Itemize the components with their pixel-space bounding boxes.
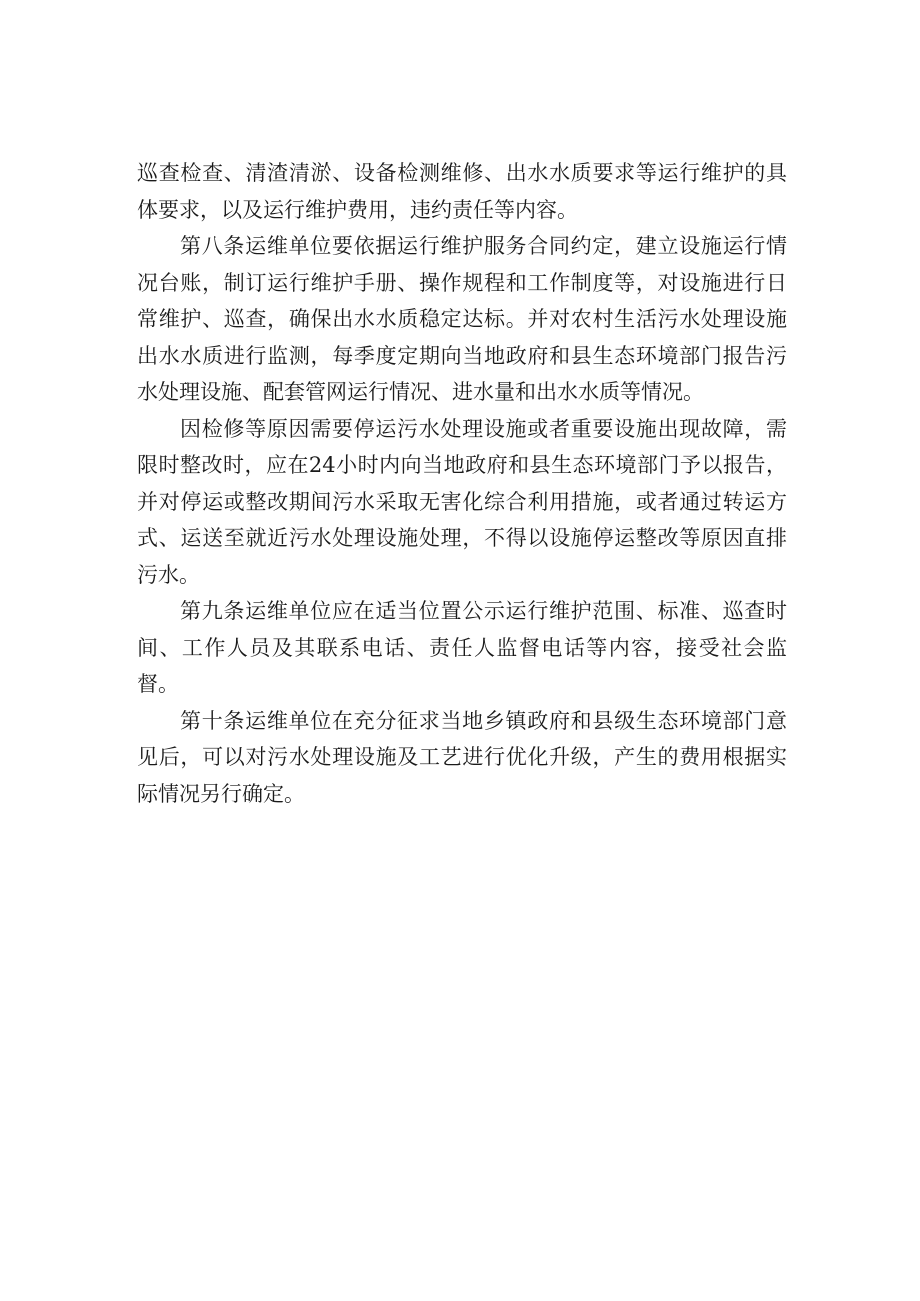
paragraph-maintenance-shutdown: 因检修等原因需要停运污水处理设施或者重要设施出现故障，需限时整改时，应在24小时内向当地政府和县生态环境部门予以报告，并对停运或整改期间污水采取无害化综合利用措施，或者通过转运方式、运送至就近污水处理设施处理，不得以设施停运整改等原因直排污水。 (137, 416, 787, 587)
paragraph-article-8: 第八条运维单位要依据运行维护服务合同约定，建立设施运行情况台账，制订运行维护手册、操作规程和工作制度等，对设施进行日常维护、巡查，确保出水水质稳定达标。并对农村生活污水处理设施出水水质进行监测，每季度定期向当地政府和县生态环境部门报告污水处理设施、配套管网运行情况、进水量和出水水质等情况。 (137, 234, 787, 404)
paragraph-article-9: 第九条运维单位应在适当位置公示运行维护范围、标准、巡查时间、工作人员及其联系电话、责任人监督电话等内容，接受社会监督。 (137, 599, 787, 696)
document-body (137, 155, 787, 812)
paragraph-article-10: 第十条运维单位在充分征求当地乡镇政府和县级生态环境部门意见后，可以对污水处理设施及工艺进行优化升级，产生的费用根据实际情况另行确定。 (137, 708, 787, 806)
paragraph-continuation: 巡查检查、清渣清淤、设备检测维修、出水水质要求等运行维护的具体要求，以及运行维护费用，违约责任等内容。 (137, 161, 787, 222)
